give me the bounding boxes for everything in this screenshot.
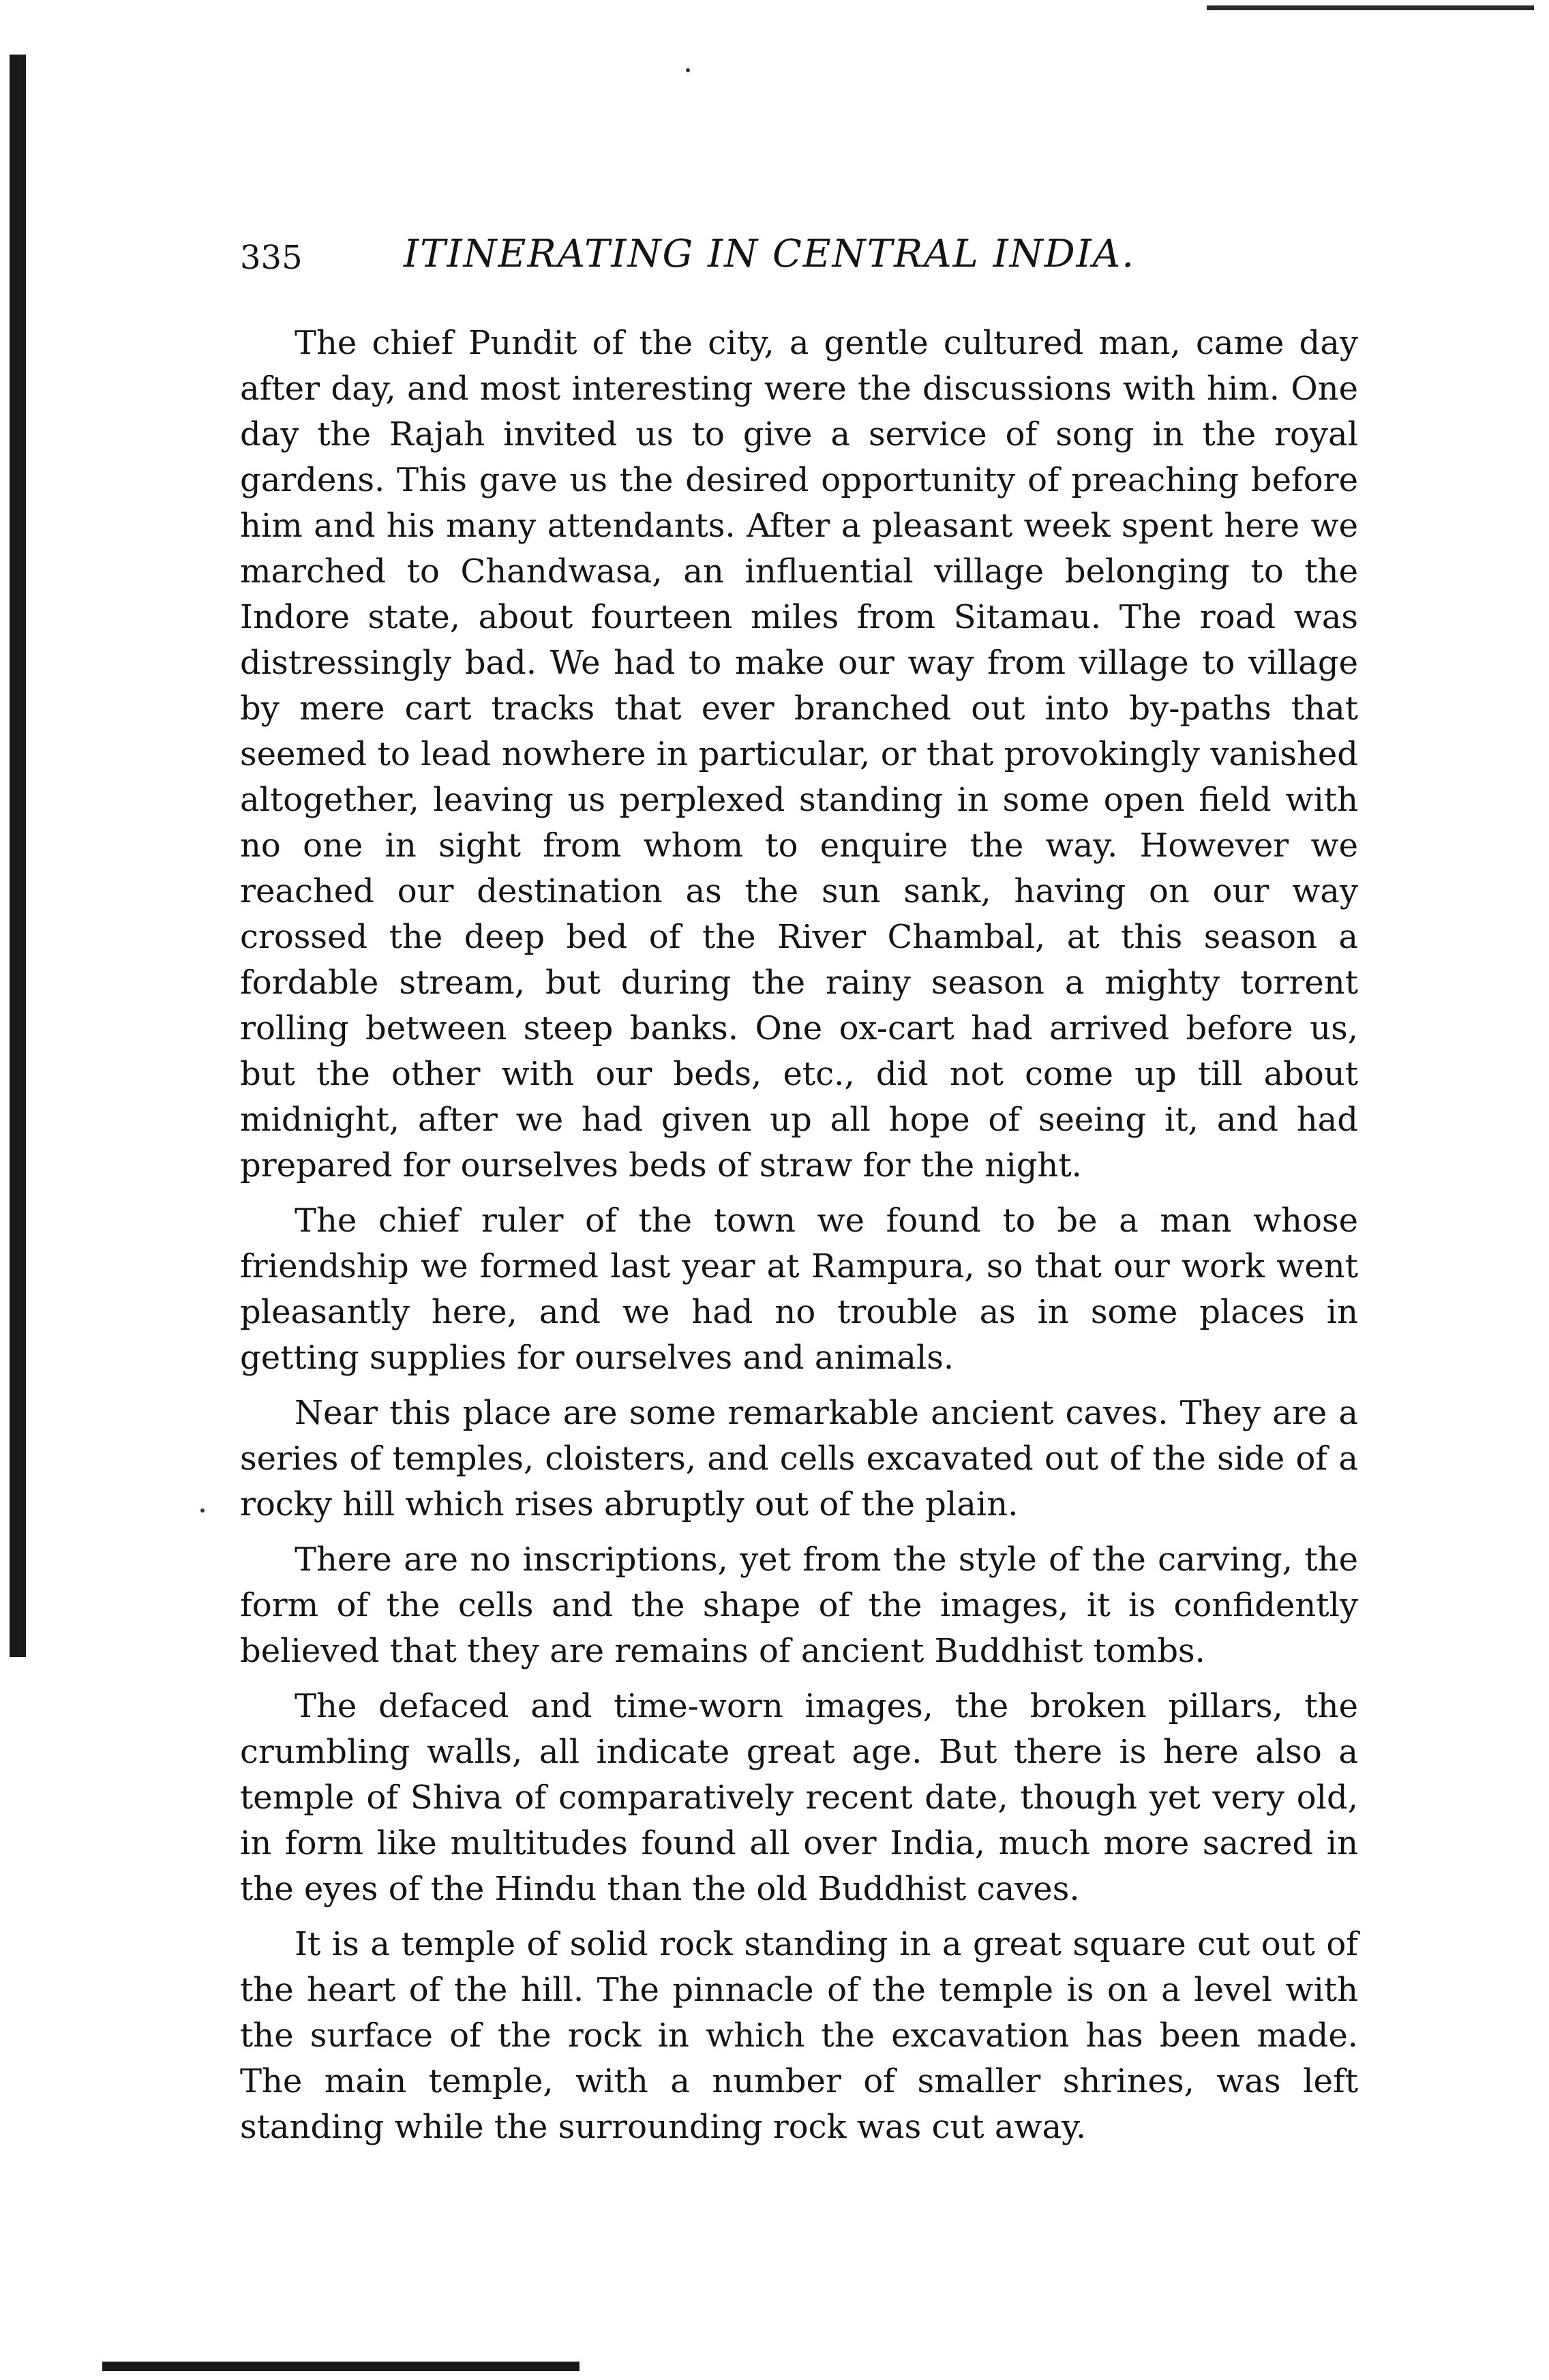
book-page bbox=[240, 232, 1358, 2150]
scan-speck bbox=[686, 68, 690, 72]
paragraph: The chief Pundit of the city, a gentle cultured man, came day after day, and most interesting were the discussions with him. One day the Rajah invited us to give a service of song in the royal gardens. This gave us the desired opportunity of preaching before him and his many attendants. After a pleasant week spent here we marched to Chandwasa, an influential village belonging to the Indore state, about fourteen miles from Sitamau. The road was distressingly bad. We had to make our way from village to village by mere cart tracks that ever branched out into by-paths that seemed to lead nowhere in particular, or that provokingly vanished altogether, leaving us perplexed standing in some open field with no one in sight from whom to enquire the way. However we reached our destination as the sun sank, having on our way crossed the deep bed of the River Chambal, at this season a fordable stream, but during the rainy season a mighty torrent rolling between steep banks. One ox-cart had arrived before us, but the other with our beds, etc., did not come up till about midnight, after we had given up all hope of seeing it, and had prepared for ourselves beds of straw for the night. bbox=[240, 324, 1358, 1185]
text-body bbox=[240, 321, 1358, 2150]
paragraph: The defaced and time-worn images, the broken pillars, the crumbling walls, all indicate great age. But there is here also a temple of Shiva of comparatively recent date, though yet very old, in form like multitudes found all over India, much more sacred in the eyes of the Hindu than the old Buddhist caves. bbox=[240, 1687, 1358, 1908]
scan-edge-top-line bbox=[1207, 5, 1534, 10]
scan-speck bbox=[200, 1508, 205, 1513]
paragraph: Near this place are some remarkable ancient caves. They are a series of temples, cloisters, and cells excavated out of the side of a rocky hill which rises abruptly out of the plain. bbox=[240, 1394, 1358, 1523]
paragraph: It is a temple of solid rock standing in a great square cut out of the heart of the hill. The pinnacle of the temple is on a level with the surface of the rock in which the excavation has been made. The main temple, with a number of smaller shrines, was left standing while the surrounding rock was cut away. bbox=[240, 1925, 1358, 2146]
running-title: ITINERATING IN CENTRAL INDIA. bbox=[404, 232, 1135, 276]
scan-edge-left-bar bbox=[10, 55, 26, 1657]
scan-edge-bottom-bar bbox=[102, 2362, 580, 2371]
page-number: 335 bbox=[240, 239, 303, 277]
paragraph: There are no inscriptions, yet from the style of the carving, the form of the cells and the shape of the images, it is confidently believed that they are remains of ancient Buddhist tombs. bbox=[240, 1541, 1358, 1670]
running-head bbox=[240, 232, 1358, 293]
paragraph: The chief ruler of the town we found to be a man whose friendship we formed last year at Rampura, so that our work went pleasantly here, and we had no trouble as in some places in getting supplies for ourselves and animals. bbox=[240, 1202, 1358, 1377]
